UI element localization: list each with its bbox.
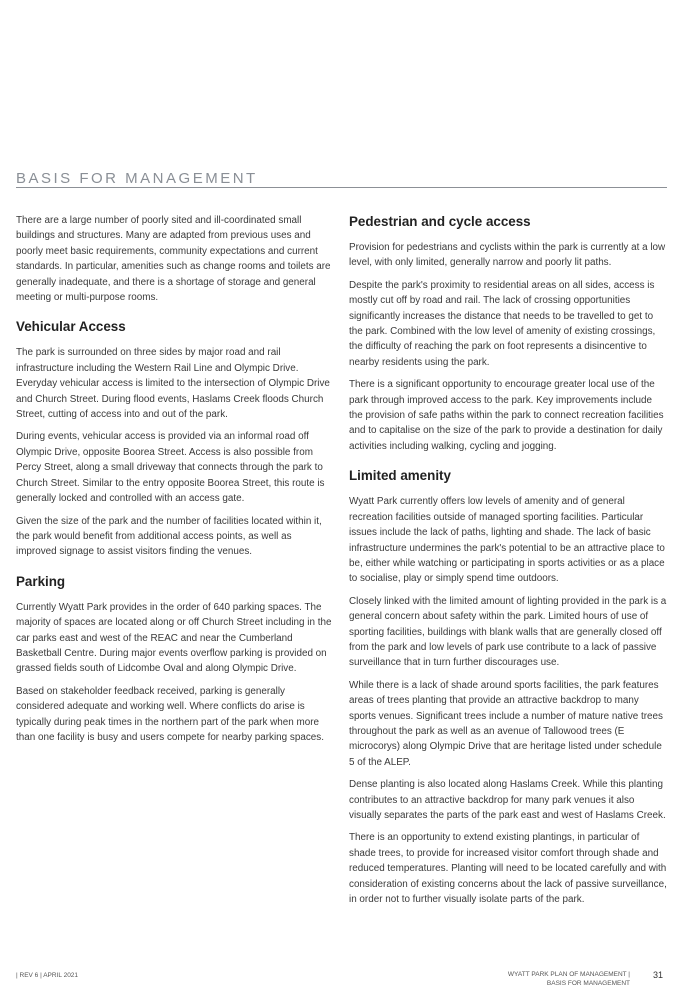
parking-paragraph-1: Currently Wyatt Park provides in the order of 640 parking spaces. The majority of spaces are located along or off Church Street including in the car parks east and west of the REAC and near the Cumberland Basketball Centre. During major events overflow parking is provided on grassed fields south of Lidcombe Oval and along Olympic Drive. — [16, 601, 332, 675]
amenity-paragraph-4: Dense planting is also located along Haslams Creek. While this planting contributes to an attractive backdrop for many park venues it also visually separates the parts of the park east and west of Haslams Creek. — [349, 779, 666, 821]
left-column — [16, 213, 334, 752]
amenity-paragraph-5: There is an opportunity to extend existing plantings, in particular of shade trees, to provide for increased visitor comfort through shade and reduced temperatures. Planting will need to be located carefully and with consideration of existing concerns about the lack of passive surveillance, in order not to further visually isolate parts of the park. — [349, 832, 667, 906]
amenity-paragraph-1: Wyatt Park currently offers low levels of amenity and of general recreation facilities outside of managed sporting facilities. Particular issues include the lack of paths, lighting and shade. The lack of basic infrastructure undermines the park's potential to be an attractive place to be, either while watching or participating in sports activities or as a place to socialise, play or simply spend time outdoors. — [349, 496, 665, 585]
page-number: 31 — [653, 970, 664, 980]
vehicular-paragraph-2: During events, vehicular access is provided via an informal road off Olympic Drive, opposite Boorea Street. Access is also possible from Percy Street, along a small driveway that connects through the park to Church Street. Similar to the entry opposite Boorea Street, this route is generally locked and controlled with an access gate. — [16, 431, 325, 505]
footer-revision: | REV 6 | APRIL 2021 — [16, 972, 79, 979]
intro-paragraph: There are a large number of poorly sited and ill-coordinated small buildings and structures. Many are adapted from previous uses and poorly meet basic requirements, community expectations and current standards. In particular, amenities such as change rooms and toilets are generally inadequate, and there is a shortage of storage and general meeting or multi-purpose rooms. — [16, 215, 331, 304]
pedestrian-cycle-heading: Pedestrian and cycle access — [349, 214, 531, 229]
vehicular-access-heading: Vehicular Access — [16, 319, 126, 335]
parking-paragraph-2: Based on stakeholder feedback received, parking is generally considered adequate and working well. Where conflicts do arise is typically during peak times in the northern part of the park when more than one facility is busy and users compete for nearby parking spaces. — [16, 685, 324, 743]
footer-section-name: BASIS FOR MANAGEMENT — [546, 980, 630, 987]
pedestrian-paragraph-1: Provision for pedestrians and cyclists within the park is currently at a low level, with only limited, generally narrow and poorly lit paths. — [349, 242, 666, 269]
parking-heading: Parking — [16, 573, 66, 589]
section-title: BASIS FOR MANAGEMENT — [16, 170, 258, 187]
footer-document-info — [480, 970, 630, 988]
amenity-paragraph-2: Closely linked with the limited amount of lighting provided in the park is a general concern about safety within the park. Limited hours of use of sporting facilities, buildings with blank walls that are generally closed off from the park and low levels of park use contribute to a lack of passive surveillance that in turn further discourages use. — [349, 595, 667, 669]
vehicular-paragraph-1: The park is surrounded on three sides by major road and rail infrastructure including the Western Rail Line and Olympic Drive. Everyday vehicular access is limited to the intersection of Olympic Drive and Church Street. During flood events, Haslams Creek floods Church Street, cutting of access into and out of the park. — [16, 347, 330, 421]
footer-document-title: WYATT PARK PLAN OF MANAGEMENT | — [507, 971, 630, 978]
limited-amenity-heading: Limited amenity — [349, 468, 451, 484]
amenity-paragraph-3: While there is a lack of shade around sports facilities, the park features areas of trees planting that provide an attractive backdrop to many sports venues. Significant trees include a number of mature native trees throughout the park as well as an avenue of Tallowood trees (E microcorys) along Olympic Drive that are heritage listed under schedule 5 of the ALEP. — [349, 679, 663, 768]
vehicular-paragraph-3: Given the size of the park and the number of facilities located within it, the park would benefit from additional access points, as well as improved signage to assist visitors finding the venues. — [16, 515, 322, 558]
section-divider — [16, 187, 667, 188]
pedestrian-paragraph-2: Despite the park's proximity to residential areas on all sides, access is mostly cut off by road and rail. The lack of crossing opportunities significantly increases the distance that needs to be travelled to get to the park. Combined with the low level of amenity of existing crossings, the difficulty of reaching the park on foot represents a disincentive to nearby residents using the park. — [349, 279, 656, 368]
right-column — [349, 214, 667, 914]
pedestrian-paragraph-3: There is a significant opportunity to encourage greater local use of the park through improved access to the park. Key improvements include the provision of safe paths within the park to connect recreation facilities and to capitalise on the size of the park to provide a destination for daily activities including walking, cycling and jogging. — [349, 379, 664, 452]
